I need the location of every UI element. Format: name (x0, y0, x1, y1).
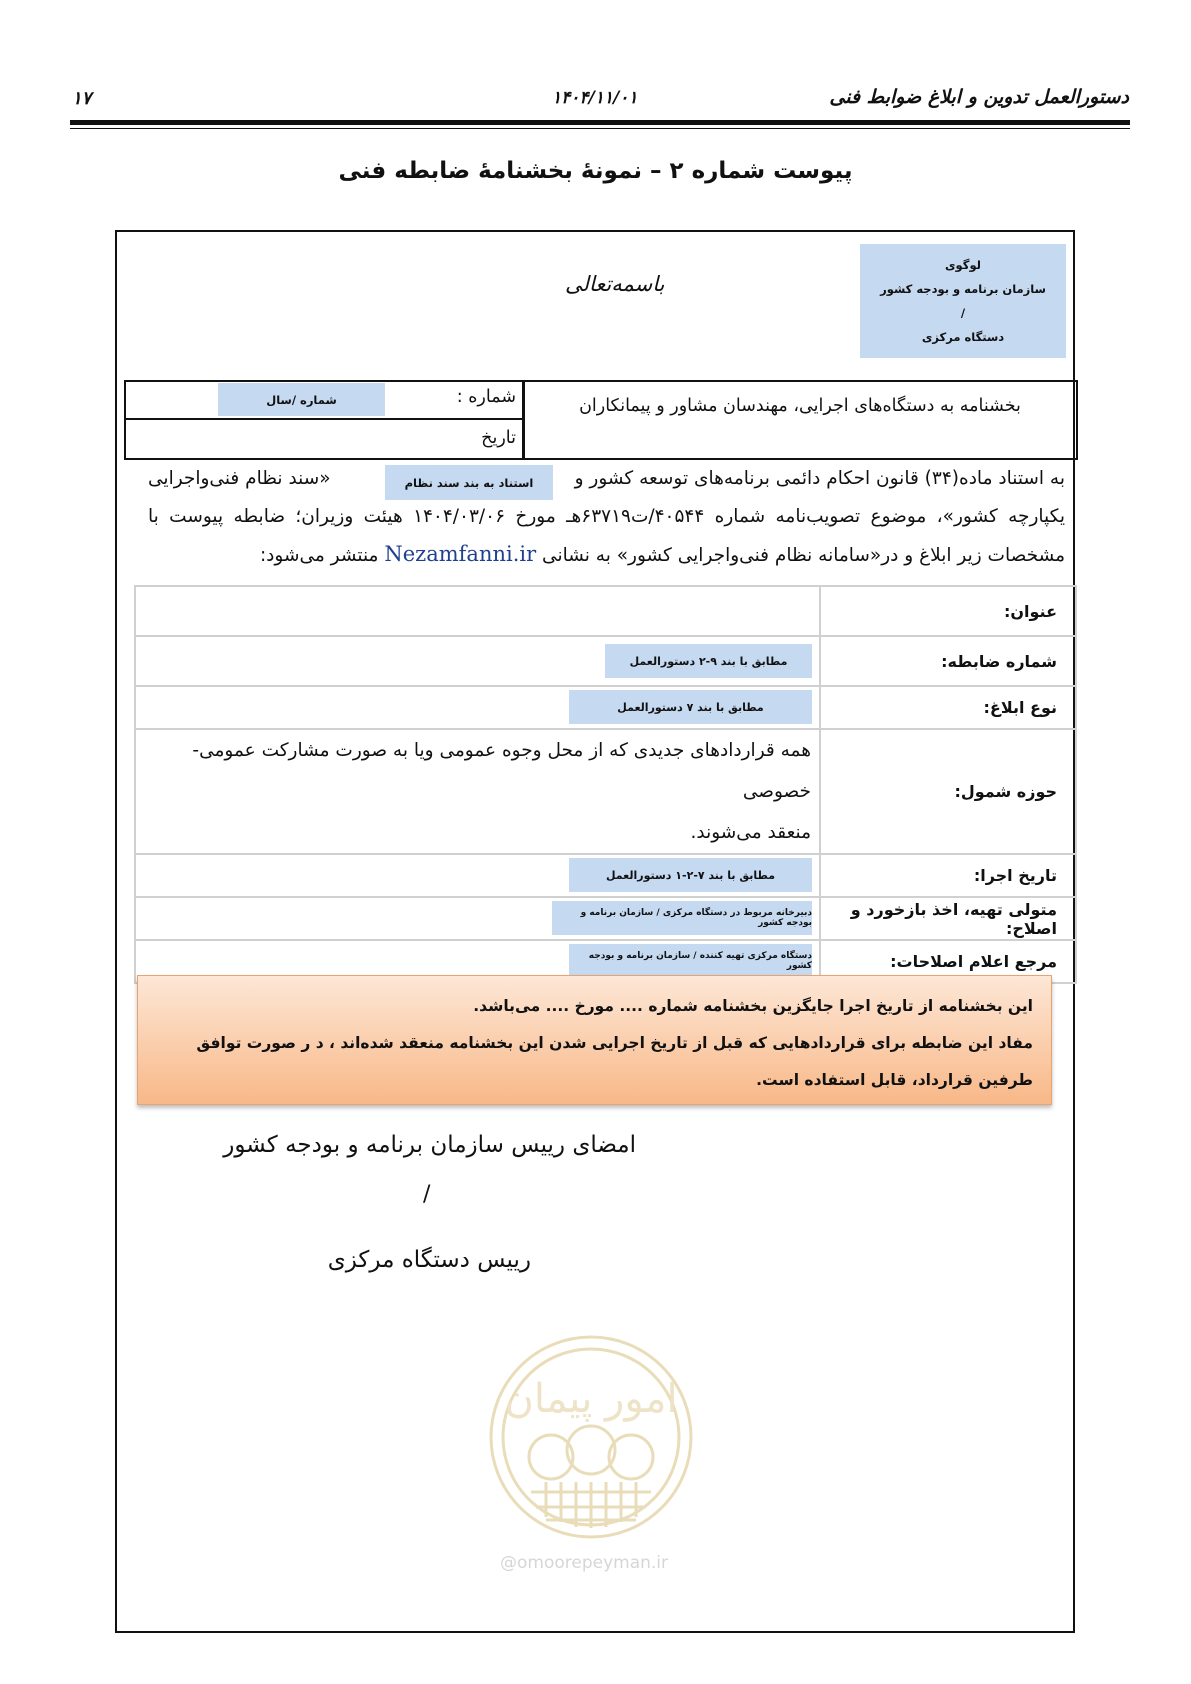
website-link[interactable]: Nezamfanni.ir (384, 542, 537, 566)
table-row (135, 729, 1076, 854)
notice-line-3: طرفین قرارداد، قابل استفاده است. (756, 1071, 1033, 1089)
logo-line-3: / (960, 306, 966, 320)
spec-label-title: عنوان: (820, 586, 1076, 636)
spec-custodian-badge: دبیرخانه مربوط در دستگاه مرکزی / سازمان برنامه و بودجه کشور (552, 901, 812, 935)
spec-type-badge: مطابق با بند ۷ دستورالعمل (569, 690, 812, 724)
logo-placeholder (860, 244, 1066, 358)
page-number: ۱۷ (72, 88, 92, 109)
spec-value-code (135, 636, 820, 686)
spec-effective-date-badge: مطابق با بند ۷-۲-۱ دستورالعمل (569, 858, 812, 892)
appendix-title: پیوست شماره ۲ – نمونهٔ بخشنامهٔ ضابطه فنی (338, 158, 853, 184)
document-title: دستورالعمل تدوین و ابلاغ ضوابط فنی (829, 86, 1129, 108)
table-row (135, 586, 1076, 636)
spec-label-custodian: متولی تهیه، اخذ بازخورد و اصلاح: (820, 897, 1076, 940)
logo-line-1: لوگوی (945, 258, 981, 272)
watermark-text: امور پیمان (504, 1376, 678, 1422)
at-icon: @ (500, 1553, 517, 1573)
intro-line-3-start: مشخصات زیر ابلاغ و در«سامانه نظام فنی‌واجرایی کشور» به نشانی (542, 545, 1065, 566)
spec-label-revisions: مرجع اعلام اصلاحات: (820, 940, 1076, 983)
basmala: باسمه‌تعالی (565, 272, 665, 296)
table-row (135, 686, 1076, 729)
circular-addressee: بخشنامه به دستگاه‌های اجرایی، مهندسان مشاور و پیمانکاران (579, 396, 1021, 416)
spec-value-custodian (135, 897, 820, 940)
table-row (135, 854, 1076, 897)
circular-number-placeholder: شماره /سال (218, 383, 385, 416)
spec-code-badge: مطابق با بند ۹-۲ دستورالعمل (605, 644, 812, 678)
spec-value-scope (135, 729, 820, 854)
reference-badge: استناد به بند سند نظام (385, 465, 553, 500)
notice-line-2: مفاد این ضابطه برای قراردادهایی که قبل از تاریخ اجرایی شدن این بخشنامه منعقد شده‌اند ، د ر صورت توافق (196, 1034, 1033, 1052)
spec-label-effective-date: تاریخ اجرا: (820, 854, 1076, 897)
intro-line-1-start: به استناد ماده(۳۴) قانون احکام دائمی برنامه‌های توسعه کشور و (574, 468, 1065, 489)
header-rule-thin (70, 128, 1130, 129)
seal-icon (486, 1332, 696, 1542)
intro-line-1-end (148, 468, 1191, 489)
table-row (135, 897, 1076, 940)
spec-revisions-badge: دستگاه مرکزی تهیه کننده / سازمان برنامه و بودجه کشور (569, 944, 812, 978)
header-date: ۱۴۰۴/۱۱/۰۱ (552, 88, 638, 108)
notice-line-1: این بخشنامه از تاریخ اجرا جایگزین بخشنامه شماره .... مورخ .... می‌باشد. (473, 997, 1033, 1015)
spec-scope-line-2: منعقد می‌شوند. (690, 822, 811, 843)
signature-separator: / (423, 1182, 431, 1207)
circular-row-divider (124, 418, 524, 420)
circular-date-label: تاریخ (481, 428, 516, 448)
watermark-url-text: omoorepeyman.ir (517, 1553, 669, 1573)
spec-label-type: نوع ابلاغ: (820, 686, 1076, 729)
notice-box (137, 975, 1052, 1105)
spec-value-effective-date (135, 854, 820, 897)
spec-value-title (135, 586, 820, 636)
intro-line-2: یکپارچه کشور»، موضوع تصویب‌نامه شماره ۴۰۵۴۴/ت۶۳۷۱۹هـ مورخ ۱۴۰۴/۰۳/۰۶ هیئت وزیران؛ ضابطه پیوست با (148, 506, 1065, 527)
table-row (135, 636, 1076, 686)
circular-number-label: شماره : (456, 387, 516, 407)
spec-scope-line-1: همه قراردادهای جدیدی که از محل وجوه عمومی ویا به صورت مشارکت عمومی-خصوصی (192, 740, 811, 802)
circular-divider (522, 380, 525, 460)
intro-line-3 (260, 542, 1065, 566)
logo-line-2: سازمان برنامه و بودجه کشور (880, 282, 1046, 296)
signature-line-1: امضای رییس سازمان برنامه و بودجه کشور (223, 1132, 636, 1158)
spec-label-code: شماره ضابطه: (820, 636, 1076, 686)
spec-value-type (135, 686, 820, 729)
watermark-url (500, 1553, 668, 1573)
watermark-seal (486, 1332, 696, 1546)
intro-line-1-end-text: «سند نظام فنی‌واجرایی (148, 468, 331, 489)
spec-table (134, 585, 1077, 984)
intro-line-3-end: منتشر می‌شود: (259, 545, 379, 566)
logo-line-4: دستگاه مرکزی (921, 330, 1005, 344)
header-rule (70, 120, 1130, 125)
signature-line-2: رییس دستگاه مرکزی (327, 1247, 531, 1273)
spec-label-scope: حوزه شمول: (820, 729, 1076, 854)
